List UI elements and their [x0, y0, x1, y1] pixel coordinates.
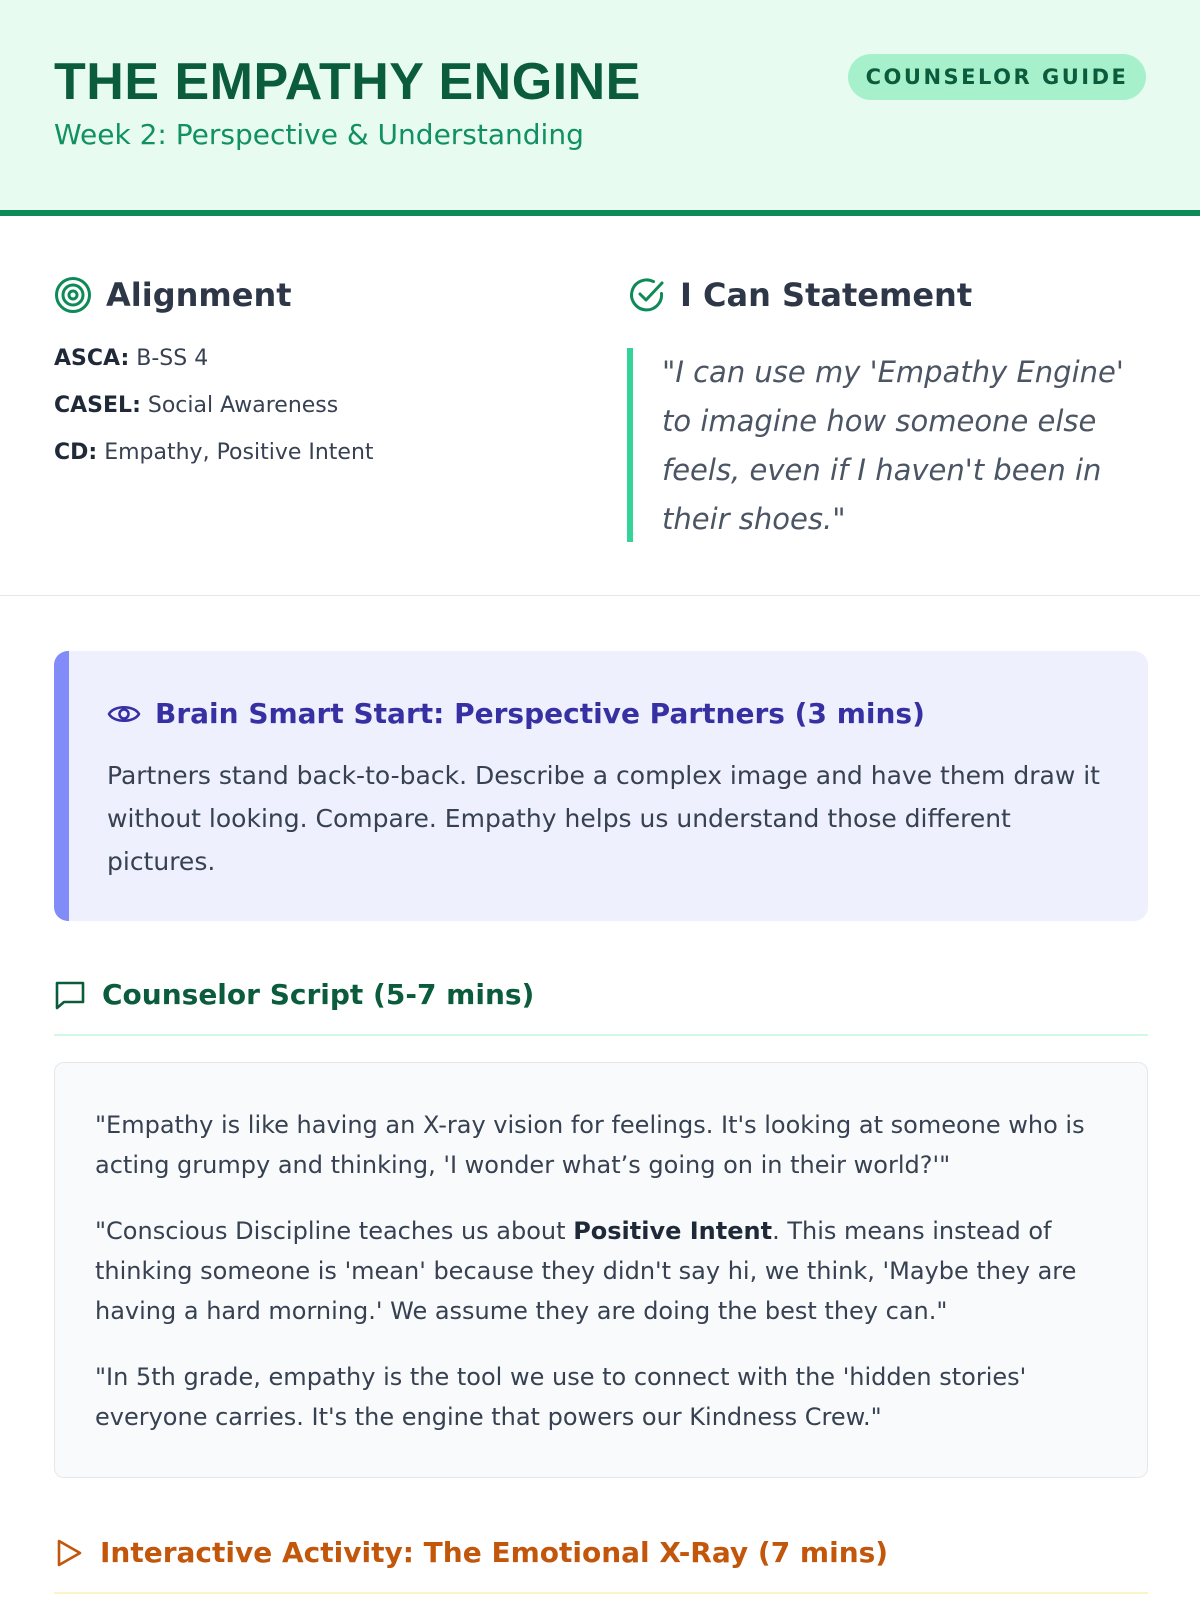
script-text: "Conscious Discipline teaches us about: [95, 1217, 574, 1245]
alignment-heading-label: Alignment: [106, 276, 292, 314]
alignment-label: ASCA:: [54, 346, 130, 371]
alignment-value: Social Awareness: [140, 393, 339, 418]
alignment-list: [54, 346, 374, 487]
brain-smart-start-heading: [107, 697, 925, 730]
section-divider: [0, 595, 1200, 596]
target-icon: [54, 276, 92, 314]
quote-accent-bar: [627, 348, 633, 542]
card-accent-bar: [54, 651, 69, 921]
alignment-heading: [54, 276, 292, 314]
counselor-script-box: [54, 1062, 1148, 1478]
script-paragraph: [95, 1211, 1105, 1331]
alignment-row-casel: [54, 393, 374, 440]
i-can-quote: "I can use my 'Empathy Engine' to imagine how someone else feels, even if I haven't been in their shoes.": [662, 355, 1124, 536]
alignment-label: CD:: [54, 440, 98, 465]
alignment-label: CASEL:: [54, 393, 141, 418]
brain-smart-start-title: Brain Smart Start: Perspective Partners (3 mins): [155, 697, 925, 730]
brain-smart-start-body: Partners stand back-to-back. Describe a complex image and have them draw it without looking. Compare. Empathy helps us understand those different pictures.: [107, 761, 1100, 876]
alignment-row-cd: [54, 440, 374, 487]
page-header: [0, 0, 1200, 216]
alignment-value: B-SS 4: [129, 346, 209, 371]
brain-smart-start-card: [54, 651, 1148, 921]
interactive-activity-rule: [54, 1592, 1148, 1594]
alignment-value: Empathy, Positive Intent: [97, 440, 374, 465]
script-paragraph: "In 5th grade, empathy is the tool we use to connect with the 'hidden stories' everyone carries. It's the engine that powers our Kindness Crew.": [95, 1363, 1027, 1431]
script-text: . This means instead of thinking someone is 'mean' because they didn't say hi, we think, 'Maybe they are having a hard morning.' We assume they are doing the best they can.": [95, 1217, 1077, 1325]
page-subtitle: Week 2: Perspective & Understanding: [54, 118, 584, 151]
interactive-activity-title: Interactive Activity: The Emotional X-Ray (7 mins): [100, 1536, 889, 1569]
counselor-script-heading: [54, 978, 534, 1011]
play-icon: [54, 1537, 84, 1569]
script-paragraph: "Empathy is like having an X-ray vision for feelings. It's looking at someone who is acting grumpy and thinking, 'I wonder what’s going on in their world?'": [95, 1111, 1085, 1179]
speech-bubble-icon: [54, 979, 86, 1011]
counselor-guide-badge: COUNSELOR GUIDE: [848, 54, 1146, 100]
counselor-script-rule: [54, 1034, 1148, 1036]
alignment-row-asca: [54, 346, 374, 393]
eye-icon: [107, 702, 141, 726]
interactive-activity-heading: [54, 1536, 888, 1569]
script-bold-term: Positive Intent: [573, 1217, 773, 1245]
check-circle-icon: [628, 276, 666, 314]
i-can-heading: [628, 276, 972, 314]
counselor-script-title: Counselor Script (5-7 mins): [102, 978, 535, 1011]
i-can-heading-label: I Can Statement: [680, 276, 973, 314]
page-title: THE EMPATHY ENGINE: [54, 53, 641, 111]
